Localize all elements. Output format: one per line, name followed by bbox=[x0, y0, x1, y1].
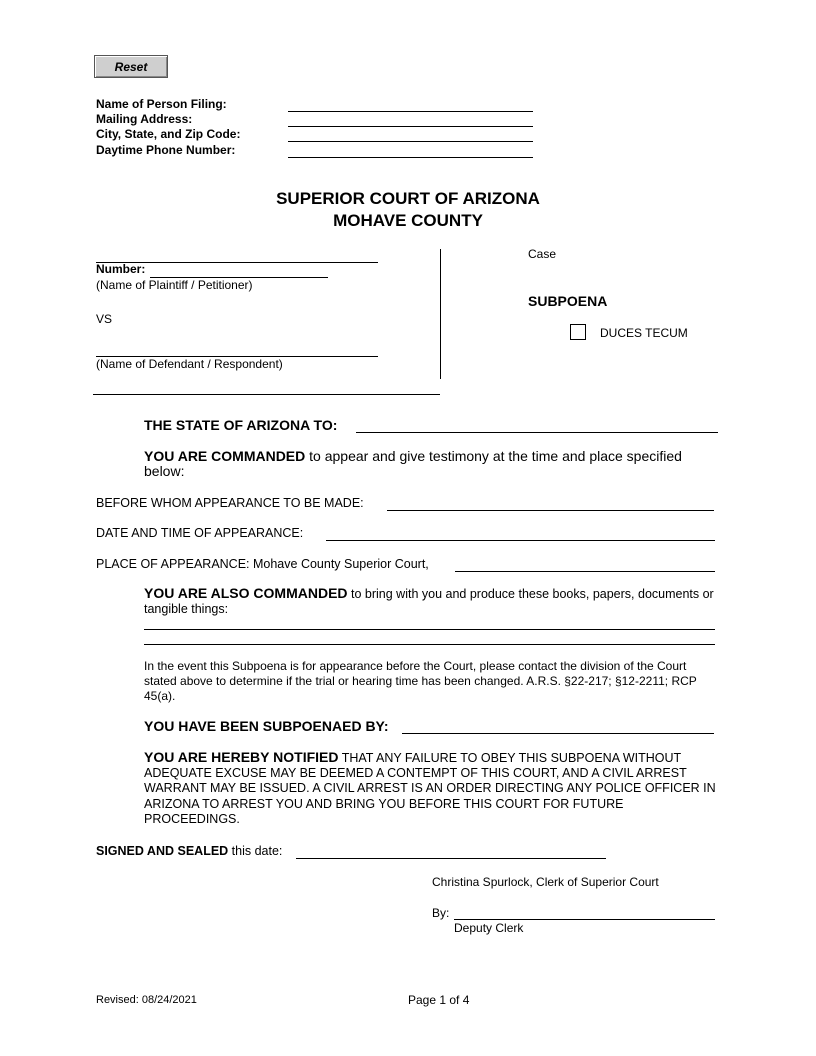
also-commanded-bold: YOU ARE ALSO COMMANDED bbox=[144, 585, 348, 601]
duces-tecum-label: DUCES TECUM bbox=[600, 326, 688, 340]
case-number-field[interactable] bbox=[150, 263, 328, 278]
court-title-line1: SUPERIOR COURT OF ARIZONA bbox=[276, 189, 540, 208]
commanded-text: to appear and give testimony at the time and place specified below: bbox=[144, 448, 682, 479]
notified-paragraph bbox=[144, 750, 722, 827]
books-papers-field-1[interactable] bbox=[144, 615, 715, 630]
signed-sealed-bold: SIGNED AND SEALED bbox=[96, 844, 229, 858]
page-number: Page 1 of 4 bbox=[408, 993, 470, 1007]
also-commanded-paragraph bbox=[144, 586, 714, 617]
date-time-field[interactable] bbox=[326, 526, 715, 541]
deputy-clerk-signature-field[interactable] bbox=[454, 905, 715, 920]
mailing-address-field[interactable] bbox=[288, 112, 533, 127]
place-field[interactable] bbox=[455, 557, 715, 572]
state-of-arizona-to-label: THE STATE OF ARIZONA TO: bbox=[144, 417, 338, 433]
event-notice-paragraph: In the event this Subpoena is for appearance before the Court, please contact the division of the Court stated above to determine if the trial or hearing time has been changed. A.R.S. §22-217; §12-2211; RCP 45(a). bbox=[144, 659, 697, 703]
plaintiff-label: (Name of Plaintiff / Petitioner) bbox=[96, 278, 253, 292]
subpoenaed-by-label: YOU HAVE BEEN SUBPOENAED BY: bbox=[144, 718, 389, 734]
before-whom-field[interactable] bbox=[387, 496, 714, 511]
before-whom-label: BEFORE WHOM APPEARANCE TO BE MADE: bbox=[96, 496, 364, 510]
city-state-zip-field[interactable] bbox=[288, 127, 533, 142]
date-time-label: DATE AND TIME OF APPEARANCE: bbox=[96, 526, 304, 540]
deputy-clerk-label: Deputy Clerk bbox=[454, 921, 524, 935]
name-of-person-filing-label: Name of Person Filing: bbox=[96, 97, 227, 111]
name-of-person-filing-field[interactable] bbox=[288, 97, 533, 112]
daytime-phone-label: Daytime Phone Number: bbox=[96, 143, 236, 157]
duces-tecum-checkbox[interactable] bbox=[570, 324, 586, 340]
defendant-name-field[interactable] bbox=[96, 342, 378, 357]
notified-bold: YOU ARE HEREBY NOTIFIED bbox=[144, 749, 339, 765]
defendant-label: (Name of Defendant / Respondent) bbox=[96, 357, 283, 371]
case-number-label: Number: bbox=[96, 262, 146, 276]
commanded-paragraph bbox=[144, 449, 719, 479]
subpoenaed-by-field[interactable] bbox=[402, 719, 714, 734]
mailing-address-label: Mailing Address: bbox=[96, 112, 193, 126]
reset-button[interactable]: Reset bbox=[94, 55, 168, 78]
caption-divider-vertical bbox=[440, 249, 441, 379]
document-title: SUBPOENA bbox=[528, 293, 608, 309]
daytime-phone-field[interactable] bbox=[288, 143, 533, 158]
signed-date-field[interactable] bbox=[296, 844, 606, 859]
signed-sealed-text: this date: bbox=[228, 844, 283, 858]
also-commanded-text: to bring with you and produce these books, papers, documents or tangible things: bbox=[144, 587, 714, 616]
vs-label: VS bbox=[96, 312, 113, 326]
revised-date: Revised: 08/24/2021 bbox=[96, 994, 197, 1006]
clerk-name: Christina Spurlock, Clerk of Superior Court bbox=[432, 875, 659, 889]
place-label: PLACE OF APPEARANCE: Mohave County Superior Court, bbox=[96, 557, 429, 571]
city-state-zip-label: City, State, and Zip Code: bbox=[96, 127, 241, 141]
commanded-bold: YOU ARE COMMANDED bbox=[144, 448, 306, 464]
court-title-line2: MOHAVE COUNTY bbox=[333, 211, 483, 230]
caption-divider-horizontal bbox=[93, 394, 440, 395]
books-papers-field-2[interactable] bbox=[144, 630, 715, 645]
recipient-name-field[interactable] bbox=[356, 418, 718, 433]
by-label: By: bbox=[432, 906, 450, 920]
notified-text: THAT ANY FAILURE TO OBEY THIS SUBPOENA WITHOUT ADEQUATE EXCUSE MAY BE DEEMED A CONTEMPT OF THIS COURT, AND A CIVIL ARREST WARRANT MAY BE ISSUED. A CIVIL ARREST IS AN ORDER DIRECTING ANY POLICE OFFICER IN ARIZONA TO ARREST YOU AND BRING YOU BEFORE THIS COURT FOR FUTURE PROCEEDINGS. bbox=[144, 751, 716, 826]
plaintiff-name-field[interactable] bbox=[96, 248, 378, 263]
signed-sealed-label bbox=[96, 844, 282, 859]
case-label: Case bbox=[528, 247, 557, 261]
